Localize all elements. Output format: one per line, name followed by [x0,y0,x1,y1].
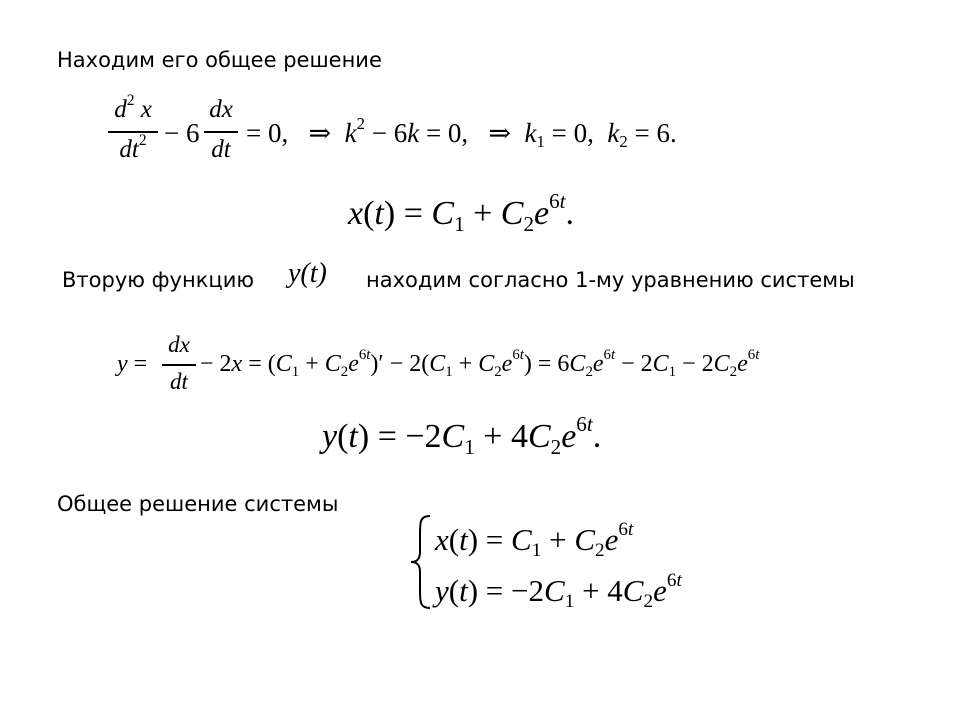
equation-x-solution: $x(t) = C_1 + C_2e^{6t}$. [348,188,575,236]
inline-y-of-t: y(t) [288,258,327,289]
fraction-first-derivative: dx dt [204,96,238,166]
minus-six: − 6 [164,118,200,148]
equation-y-solution: $y(t) = -2C_1 + 4C_2e^{6t}$. [322,411,602,459]
text-general-solution-system: Общее решение системы [57,492,339,516]
characteristic-equation-rest: = 0, ⇒ $k^2 - 6k = 0$, ⇒ $k_1 = 0$, $k_2 = 6$. [246,113,677,152]
system-line-x: $x(t) = C_1 + C_2e^{6t}$ [435,519,634,562]
text-second-function: Вторую функцию [62,268,255,292]
curly-brace-icon [406,512,434,612]
fraction-dx-dt: dx dt [162,332,196,398]
text-find-from-first-equation: находим согласно 1-му уравнению системы [366,268,855,292]
fraction-second-derivative: $d^2$ x $dt^2$ [108,96,158,166]
derivation-rest: − $2x = (C_1 + C_2e^{6t})' - 2(C_1 + C_2e^{6t}) = 6C_2e^{6t} - 2C_1 - 2C_2e^{6t}$ [200,347,760,380]
y-equals: y = [117,351,148,377]
system-line-y: $y(t) = -2C_1 + 4C_2e^{6t}$ [435,570,682,613]
heading-find-general-solution: Находим его общее решение [57,48,382,72]
